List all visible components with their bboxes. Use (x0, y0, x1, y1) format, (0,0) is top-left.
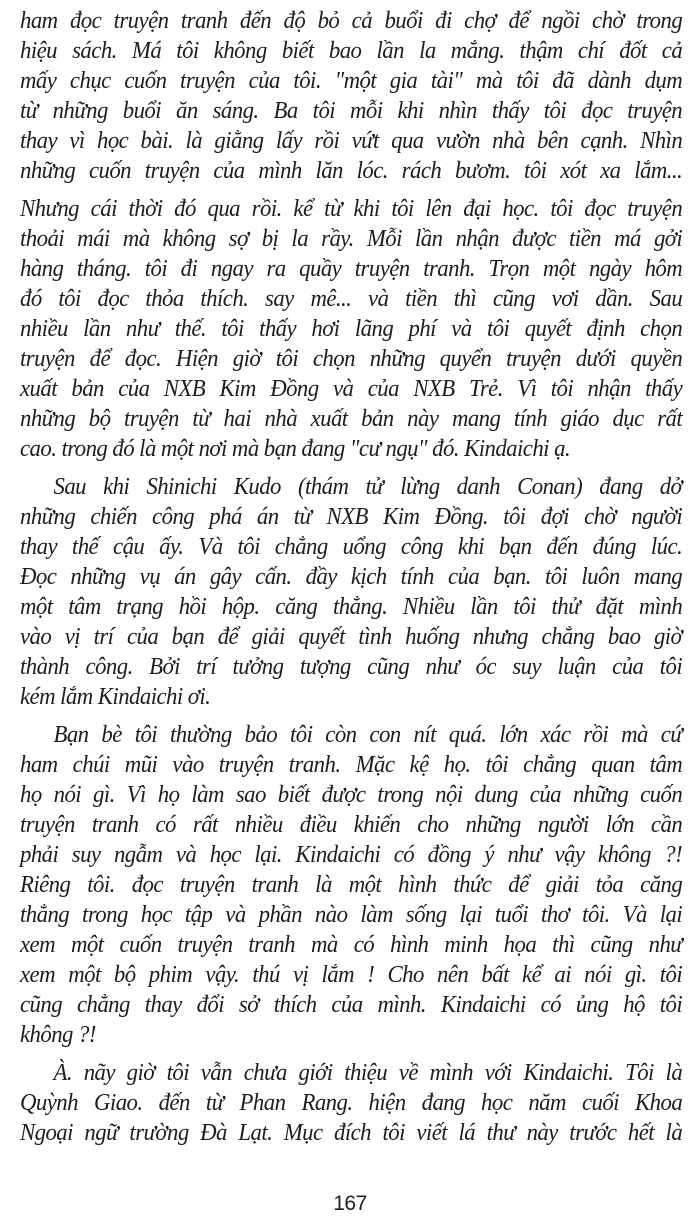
paragraph (20, 6, 682, 186)
text-line: Nhưng cái thời đó qua rồi. kể từ khi tôi lên đại học. tôi đọc truyện (20, 195, 683, 222)
text-line: thành công. Bởi trí tưởng tượng cũng như óc suy luận của tôi (20, 653, 683, 680)
text-line: từ những buổi ăn sáng. Ba tôi mỗi khi nhìn thấy tôi đọc truyện (20, 97, 683, 124)
paragraph (20, 472, 682, 712)
text-line: truyện tranh có rất nhiều điều khiến cho những người lớn cần (20, 811, 683, 838)
text-line: kém lắm Kindaichi ơi. (20, 683, 211, 710)
text-line: Quỳnh Giao. đến từ Phan Rang. hiện đang học năm cuối Khoa (20, 1089, 683, 1116)
text-line: ham chúi mũi vào truyện tranh. Mặc kệ họ. tôi chẳng quan tâm (20, 751, 683, 778)
text-line: nhiều lần như thế. tôi thấy hơi lãng phí và tôi quyết định chọn (20, 315, 683, 342)
text-line: cũng chẳng thay đổi sở thích của mình. Kindaichi có ủng hộ tôi (20, 991, 683, 1018)
text-line: cao. trong đó là một nơi mà bạn đang "cư ngụ" đó. Kindaichi ạ. (20, 435, 571, 462)
text-line: những chiến công phá án từ NXB Kim Đồng. tôi đợi chờ người (20, 503, 683, 530)
text-line: họ nói gì. Vì họ làm sao biết được trong nội dung của những cuốn (20, 781, 683, 808)
paragraph (20, 1058, 682, 1148)
text-line: Đọc những vụ án gây cấn. đầy kịch tính của bạn. tôi luôn mang (20, 563, 683, 590)
paragraph (20, 194, 682, 464)
text-line: Bạn bè tôi thường bảo tôi còn con nít quá. lớn xác rồi mà cứ (53, 721, 683, 748)
text-line: Sau khi Shinichi Kudo (thám tử lừng danh Conan) đang dở (53, 473, 683, 500)
text-line: những bộ truyện từ hai nhà xuất bản này mang tính giáo dục rất (20, 405, 683, 432)
text-line: không ?! (20, 1021, 96, 1048)
text-line: một tâm trạng hồi hộp. căng thẳng. Nhiều lần tôi thử đặt mình (20, 593, 683, 620)
text-line: thay thế cậu ấy. Và tôi chẳng uổng công khi bạn đến đúng lúc. (20, 533, 683, 560)
page-number: 167 (333, 1192, 367, 1215)
text-line: mấy chục cuốn truyện của tôi. "một gia tài" mà tôi đã dành dụm (20, 67, 683, 94)
text-line: xuất bản của NXB Kim Đồng và của NXB Trẻ. Vì tôi nhận thấy (20, 375, 683, 402)
text-line: phải suy ngẫm và học lại. Kindaichi có đồng ý như vậy không ?! (20, 841, 683, 868)
text-line: xem một cuốn truyện tranh mà có hình minh họa thì cũng như (20, 931, 683, 958)
text-line: truyện để đọc. Hiện giờ tôi chọn những quyển truyện dưới quyền (20, 345, 683, 372)
text-line: những cuốn truyện của mình lăn lóc. rách bươm. tôi xót xa lắm... (20, 157, 683, 184)
text-line: thoải mái mà không sợ bị la rầy. Mỗi lần nhận được tiền má gởi (20, 225, 683, 252)
paragraph (20, 720, 682, 1050)
text-line: vào vị trí của bạn để giải quyết tình huống nhưng chẳng bao giờ (20, 623, 683, 650)
text-line: Ngoại ngữ trường Đà Lạt. Mục đích tôi viết lá thư này trước hết là (20, 1119, 683, 1146)
text-line: hàng tháng. tôi đi ngay ra quầy truyện tranh. Trọn một ngày hôm (20, 255, 683, 282)
text-line: xem một bộ phim vậy. thú vị lắm ! Cho nên bất kể ai nói gì. tôi (20, 961, 683, 988)
text-line: ham đọc truyện tranh đến độ bỏ cả buổi đi chợ để ngồi chờ trong (20, 7, 683, 34)
text-line: hiệu sách. Má tôi không biết bao lần la mắng. thậm chí đốt cả (20, 37, 683, 64)
text-line: À. nãy giờ tôi vẫn chưa giới thiệu về mình với Kindaichi. Tôi là (53, 1059, 683, 1086)
text-line: thay vì học bài. là giằng lấy rồi vứt qua vườn nhà bên cạnh. Nhìn (20, 127, 683, 154)
text-line: đó tôi đọc thỏa thích. say mê... và tiền thì cũng vơi dần. Sau (20, 285, 683, 312)
text-line: thẳng trong học tập và phần nào làm sống lại tuổi thơ tôi. Và lại (20, 901, 683, 928)
text-line: Riêng tôi. đọc truyện tranh là một hình thức để giải tỏa căng (20, 871, 683, 898)
document-page (20, 6, 682, 1148)
